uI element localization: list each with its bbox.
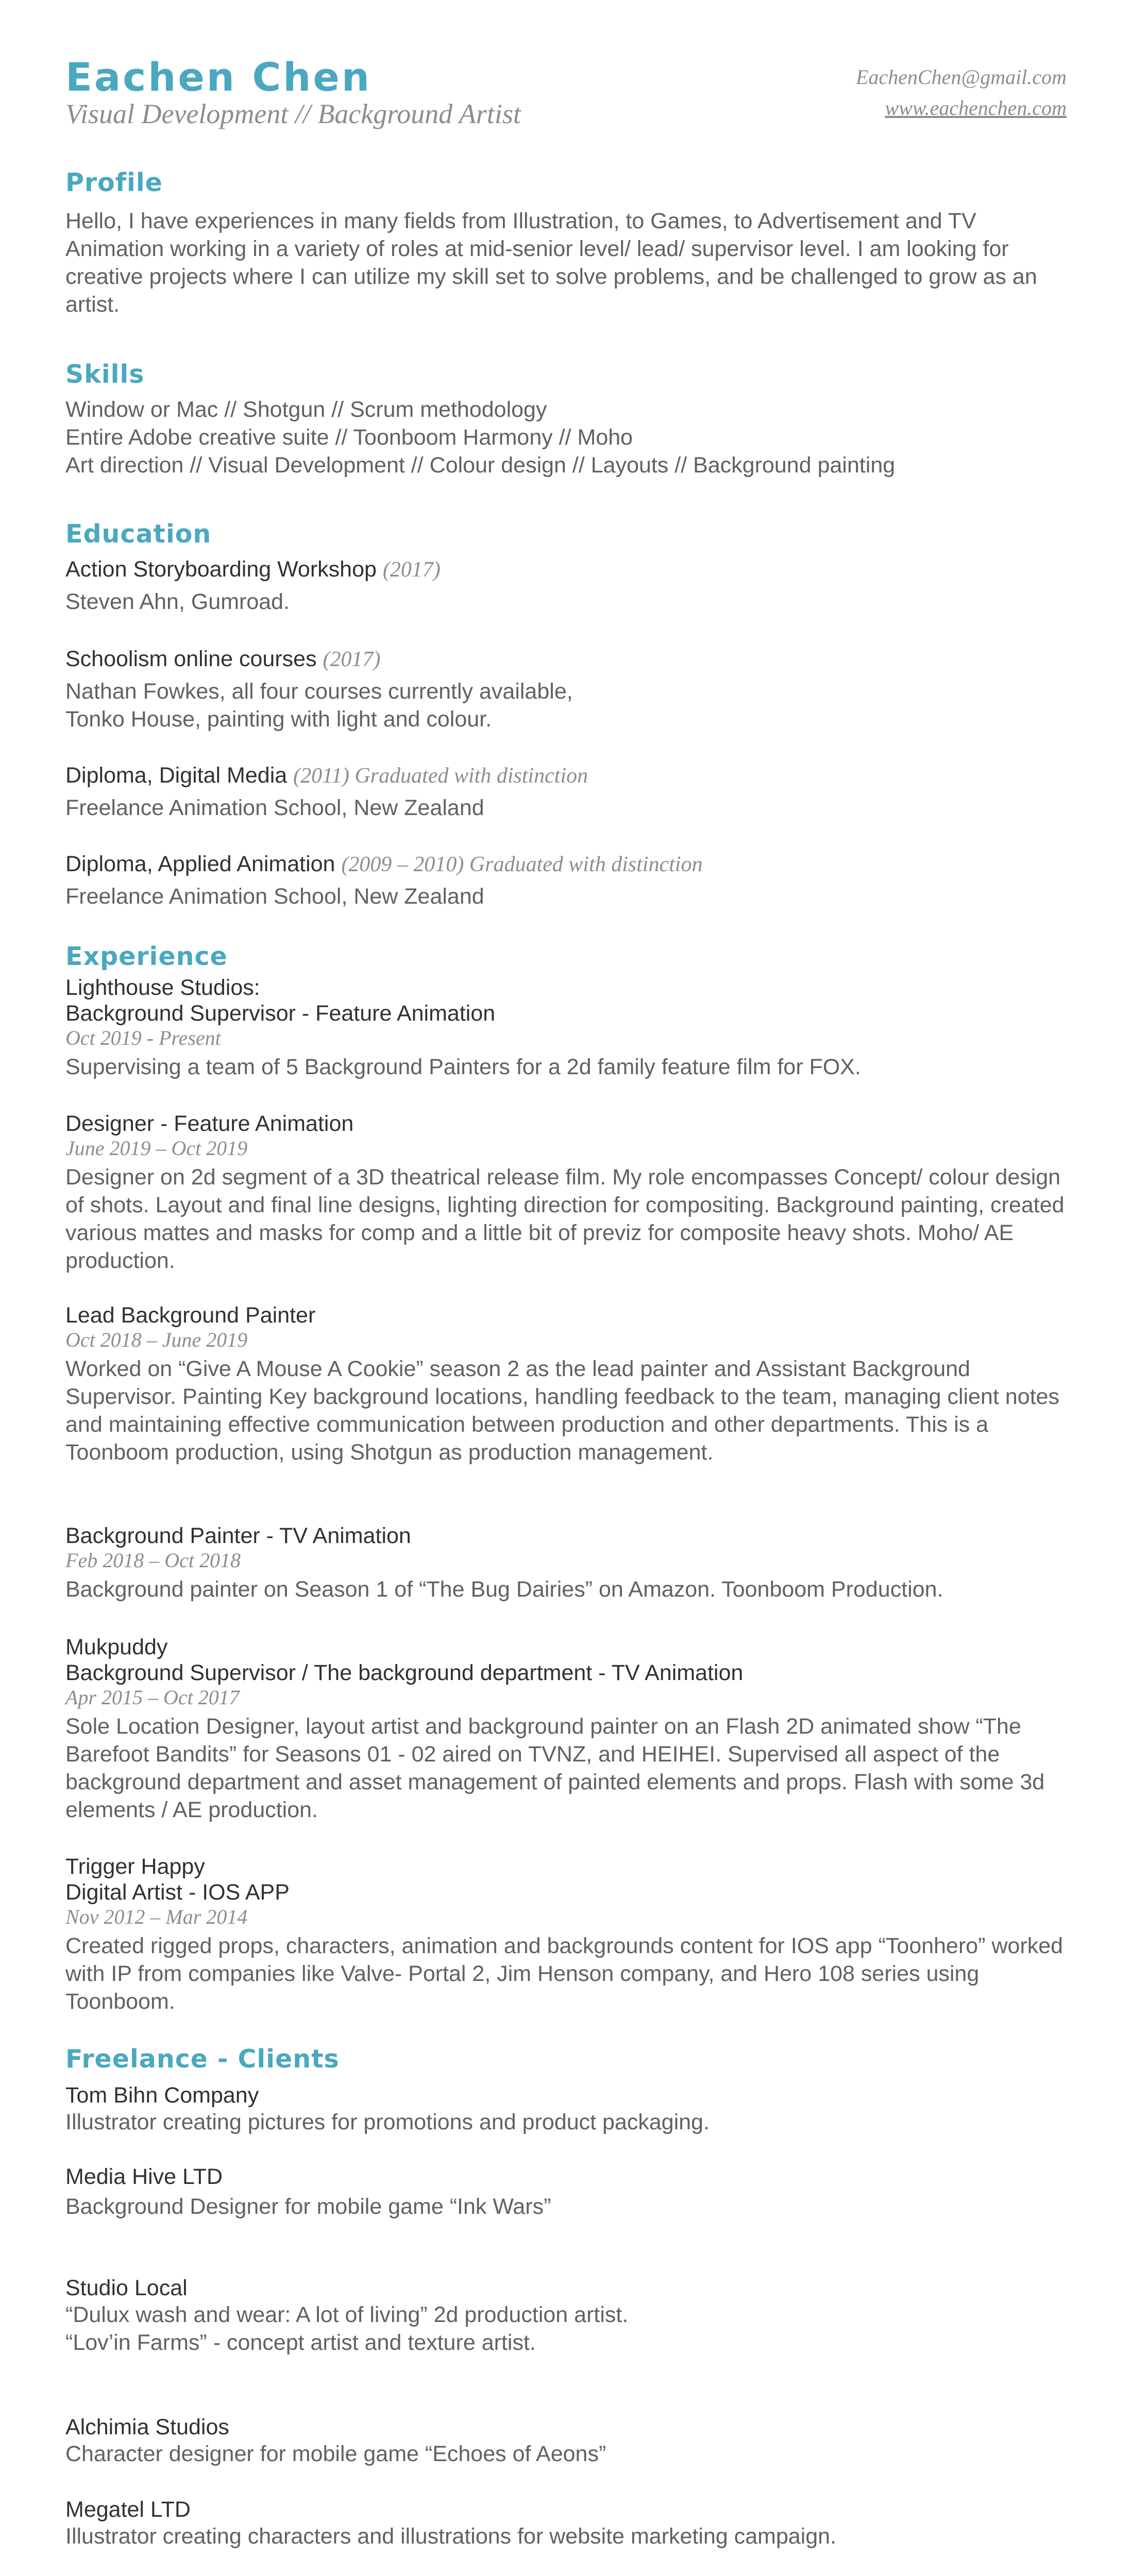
- client-entry: [65, 2082, 1070, 2136]
- education-line: Freelance Animation School, New Zealand: [65, 795, 484, 820]
- website-link[interactable]: www.eachenchen.com: [885, 96, 1067, 120]
- job-role: Lead Background Painter: [65, 1303, 316, 1328]
- education-note: (2011) Graduated with distinction: [293, 764, 588, 788]
- education-note: (2009 – 2010) Graduated with distinction: [341, 853, 703, 876]
- job-company: Lighthouse Studios:: [65, 975, 260, 1000]
- job-date: Apr 2015 – Oct 2017: [65, 1686, 240, 1709]
- job-company: Trigger Happy: [65, 1854, 205, 1879]
- resume-name: Eachen Chen: [65, 54, 371, 100]
- freelance-heading: Freelance - Clients: [65, 2044, 340, 2074]
- education-title: Diploma, Applied Animation: [65, 852, 335, 876]
- contact-block: [856, 62, 1067, 124]
- job-description: Supervising a team of 5 Background Painters for a 2d family feature film for FOX.: [65, 1055, 861, 1079]
- profile-heading: Profile: [65, 168, 163, 197]
- education-heading: Education: [65, 519, 212, 549]
- client-name: Studio Local: [65, 2276, 188, 2300]
- client-entry: [65, 2164, 1070, 2221]
- job-entry: [65, 1302, 1075, 1466]
- education-line: Freelance Animation School, New Zealand: [65, 884, 484, 909]
- experience-heading: Experience: [65, 942, 228, 971]
- resume-subtitle: Visual Development // Background Artist: [65, 98, 521, 129]
- education-item: [65, 851, 1070, 910]
- job-entry: [65, 1111, 1075, 1275]
- job-role: Background Painter - TV Animation: [65, 1523, 411, 1548]
- job-role: Background Supervisor - Feature Animation: [65, 1001, 496, 1026]
- job-entry: [65, 1634, 1075, 1824]
- email-text: EachenChen@gmail.com: [856, 65, 1067, 89]
- skills-line: Art direction // Visual Development // Colour design // Layouts // Background painting: [65, 453, 896, 478]
- job-date: Nov 2012 – Mar 2014: [65, 1905, 248, 1928]
- client-entry: [65, 2414, 1070, 2468]
- client-name: Tom Bihn Company: [65, 2083, 259, 2108]
- job-role: Designer - Feature Animation: [65, 1111, 354, 1136]
- job-entry: [65, 975, 1070, 1081]
- education-note: (2017): [323, 648, 381, 671]
- client-name: Media Hive LTD: [65, 2164, 223, 2189]
- client-line: “Lov’in Farms” - concept artist and texture artist.: [65, 2330, 536, 2355]
- education-item: [65, 646, 1070, 733]
- client-name: Megatel LTD: [65, 2497, 191, 2522]
- client-line: Background Designer for mobile game “Ink Wars”: [65, 2194, 551, 2219]
- job-date: Oct 2019 - Present: [65, 1026, 221, 1049]
- client-entry: [65, 2275, 1070, 2357]
- education-note: (2017): [382, 558, 441, 582]
- education-title: Action Storyboarding Workshop: [65, 557, 377, 582]
- job-role: Background Supervisor / The background department - TV Animation: [65, 1660, 744, 1685]
- job-description: Background painter on Season 1 of “The Bug Dairies” on Amazon. Toonboom Production.: [65, 1577, 943, 1602]
- job-description: Designer on 2d segment of a 3D theatrical release film. My role encompasses Concept/ colour design of shots. Layout and final line designs, lighting direction for compositing. Background painting, created various mattes and masks for comp and a little bit of previz for composite heavy shots. Moho/ AE production.: [65, 1165, 1065, 1273]
- client-line: “Dulux wash and wear: A lot of living” 2d production artist.: [65, 2302, 629, 2327]
- client-line: Illustrator creating pictures for promotions and product packaging.: [65, 2110, 710, 2134]
- skills-section: [65, 396, 1070, 479]
- education-line: Steven Ahn, Gumroad.: [65, 589, 290, 614]
- job-description: Worked on “Give A Mouse A Cookie” season 2 as the lead painter and Assistant Background Supervisor. Painting Key background locations, handling feedback to the team, managing client notes and maintaining effective communication between production and other departments. This is a Toonboom production, using Shotgun as production management.: [65, 1357, 1060, 1465]
- education-item: [65, 762, 1070, 822]
- education-line: Nathan Fowkes, all four courses currently available,: [65, 679, 573, 704]
- job-description: Sole Location Designer, layout artist and background painter on an Flash 2D animated show “The Barefoot Bandits” for Seasons 01 - 02 aired on TVNZ, and HEIHEI. Supervised all aspect of the background department and asset management of painted elements and props. Flash with some 3d elements / AE production.: [65, 1714, 1045, 1822]
- client-line: Character designer for mobile game “Echoes of Aeons”: [65, 2442, 606, 2466]
- profile-section: [65, 207, 1075, 318]
- job-date: Feb 2018 – Oct 2018: [65, 1549, 241, 1572]
- job-role: Digital Artist - IOS APP: [65, 1880, 290, 1905]
- job-date: Oct 2018 – June 2019: [65, 1328, 248, 1351]
- client-line: Illustrator creating characters and illustrations for website marketing campaign.: [65, 2524, 837, 2549]
- education-line: Tonko House, painting with light and colour.: [65, 707, 492, 732]
- skills-line: Window or Mac // Shotgun // Scrum methodology: [65, 397, 547, 422]
- job-description: Created rigged props, characters, animation and backgrounds content for IOS app “Toonhero” worked with IP from companies like Valve- Portal 2, Jim Henson company, and Hero 108 series using Toonboom.: [65, 1934, 1063, 2014]
- education-title: Schoolism online courses: [65, 647, 317, 671]
- skills-line: Entire Adobe creative suite // Toonboom Harmony // Moho: [65, 425, 633, 450]
- education-item: [65, 556, 1070, 616]
- job-date: June 2019 – Oct 2019: [65, 1137, 248, 1160]
- job-entry: [65, 1854, 1075, 2015]
- client-name: Alchimia Studios: [65, 2415, 229, 2439]
- client-entry: [65, 2497, 1070, 2550]
- job-company: Mukpuddy: [65, 1635, 168, 1659]
- profile-text: Hello, I have experiences in many fields from Illustration, to Games, to Advertisement and TV Animation working in a variety of roles at mid-senior level/ lead/ supervisor level. I am looking for creative projects where I can utilize my skill set to solve problems, and be challenged to grow as an artist.: [65, 209, 1037, 317]
- education-title: Diploma, Digital Media: [65, 763, 288, 788]
- skills-heading: Skills: [65, 360, 145, 389]
- job-entry: [65, 1523, 1070, 1603]
